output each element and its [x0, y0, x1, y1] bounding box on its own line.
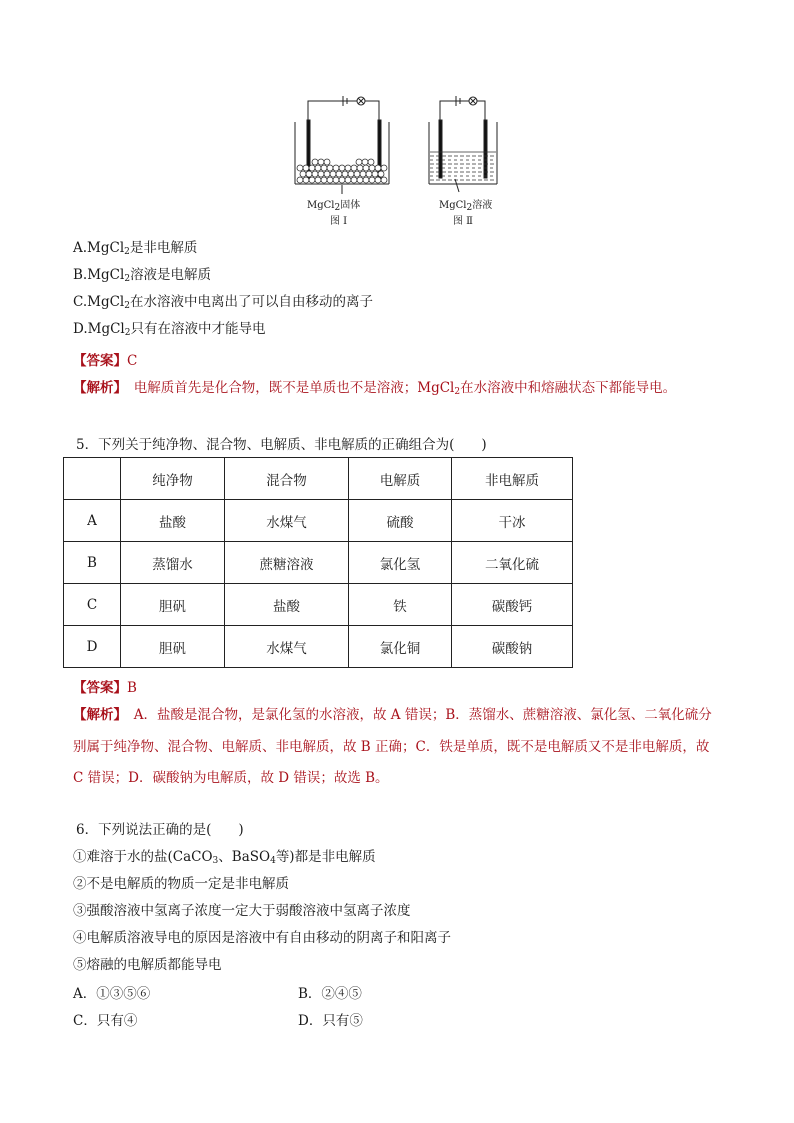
q5-analysis: 【解析】 A．盐酸是混合物，是氯化氢的水溶液，故 A 错误；B．蒸馏水、蔗糖溶液、氯化氢、二氧化硫分别属于纯净物、混合物、电解质、非电解质，故 B 正确；C．铁是单质，既不是电解质又不是非电解质，故 C 错误；D．碳酸钠为电解质，故 D 错误；故选 B。 [73, 707, 712, 786]
q4-option-b: B.MgCl$_2$溶液是电解质 [73, 267, 212, 284]
table-cell: 干冰 [452, 500, 573, 542]
q5-stem: 5．下列关于纯净物、混合物、电解质、非电解质的正确组合为( ) [76, 437, 487, 453]
table-cell: 盐酸 [225, 584, 349, 626]
table-header: 纯净物 [121, 458, 225, 500]
table-cell: 胆矾 [121, 584, 225, 626]
table-row [64, 500, 573, 542]
q4-option-c: C.MgCl$_2$在水溶液中电离出了可以自由移动的离子 [73, 294, 373, 311]
table-row [64, 584, 573, 626]
q6-choice-a: A．①③⑤⑥ [73, 986, 151, 1002]
table-cell: 蔗糖溶液 [225, 542, 349, 584]
q6-statement-1: ①难溶于水的盐(CaCO$_3$、BaSO$_4$等)都是非电解质 [73, 849, 376, 866]
figure-2-caption: MgCl$_2$溶液 [439, 200, 493, 213]
q6-statement-2: ②不是电解质的物质一定是非电解质 [73, 876, 289, 892]
q4-answer: 【答案】C [73, 353, 138, 369]
q6-choice-c: C．只有④ [73, 1013, 138, 1029]
table-cell [64, 458, 121, 500]
table-cell: B [64, 542, 121, 584]
table-row [64, 542, 573, 584]
table-cell: 铁 [349, 584, 452, 626]
q6-choice-d: D．只有⑤ [298, 1013, 363, 1029]
table-cell: C [64, 584, 121, 626]
q4-option-d: D.MgCl$_2$只有在溶液中才能导电 [73, 321, 266, 338]
table-cell: 碳酸钙 [452, 584, 573, 626]
table-header: 电解质 [349, 458, 452, 500]
table-header: 非电解质 [452, 458, 573, 500]
table-cell: 碳酸钠 [452, 626, 573, 668]
q6-stem: 6．下列说法正确的是( ) [76, 822, 244, 838]
table-cell: 硫酸 [349, 500, 452, 542]
table-cell: 胆矾 [121, 626, 225, 668]
q4-option-a: A.MgCl$_2$是非电解质 [73, 240, 198, 257]
setup-2 [429, 96, 497, 184]
table-header-row [64, 458, 573, 500]
table-cell: 水煤气 [225, 500, 349, 542]
table-row [64, 626, 573, 668]
figure-1-caption: MgCl$_2$固体 [307, 200, 361, 213]
q4-analysis: 【解析】 电解质首先是化合物，既不是单质也不是溶液；MgCl$_2$在水溶液中和熔融状态下都能导电。 [73, 380, 677, 397]
q6-choice-b: B．②④⑤ [298, 986, 362, 1002]
q6-statement-4: ④电解质溶液导电的原因是溶液中有自由移动的阴离子和阳离子 [73, 930, 451, 946]
q5-options-table [63, 457, 573, 668]
table-cell: A [64, 500, 121, 542]
table-cell: 盐酸 [121, 500, 225, 542]
conductivity-diagram [283, 92, 513, 202]
figure-2-label: 图 Ⅱ [453, 216, 473, 227]
table-cell: 二氧化硫 [452, 542, 573, 584]
q6-statement-5: ⑤熔融的电解质都能导电 [73, 957, 222, 973]
table-cell: D [64, 626, 121, 668]
table-cell: 氯化铜 [349, 626, 452, 668]
q5-answer: 【答案】B [73, 680, 137, 696]
figure-1-label: 图 Ⅰ [330, 216, 348, 227]
table-cell: 水煤气 [225, 626, 349, 668]
table-cell: 氯化氢 [349, 542, 452, 584]
table-header: 混合物 [225, 458, 349, 500]
q6-statement-3: ③强酸溶液中氢离子浓度一定大于弱酸溶液中氢离子浓度 [73, 903, 411, 919]
table-cell: 蒸馏水 [121, 542, 225, 584]
conductivity-figure [283, 92, 513, 228]
